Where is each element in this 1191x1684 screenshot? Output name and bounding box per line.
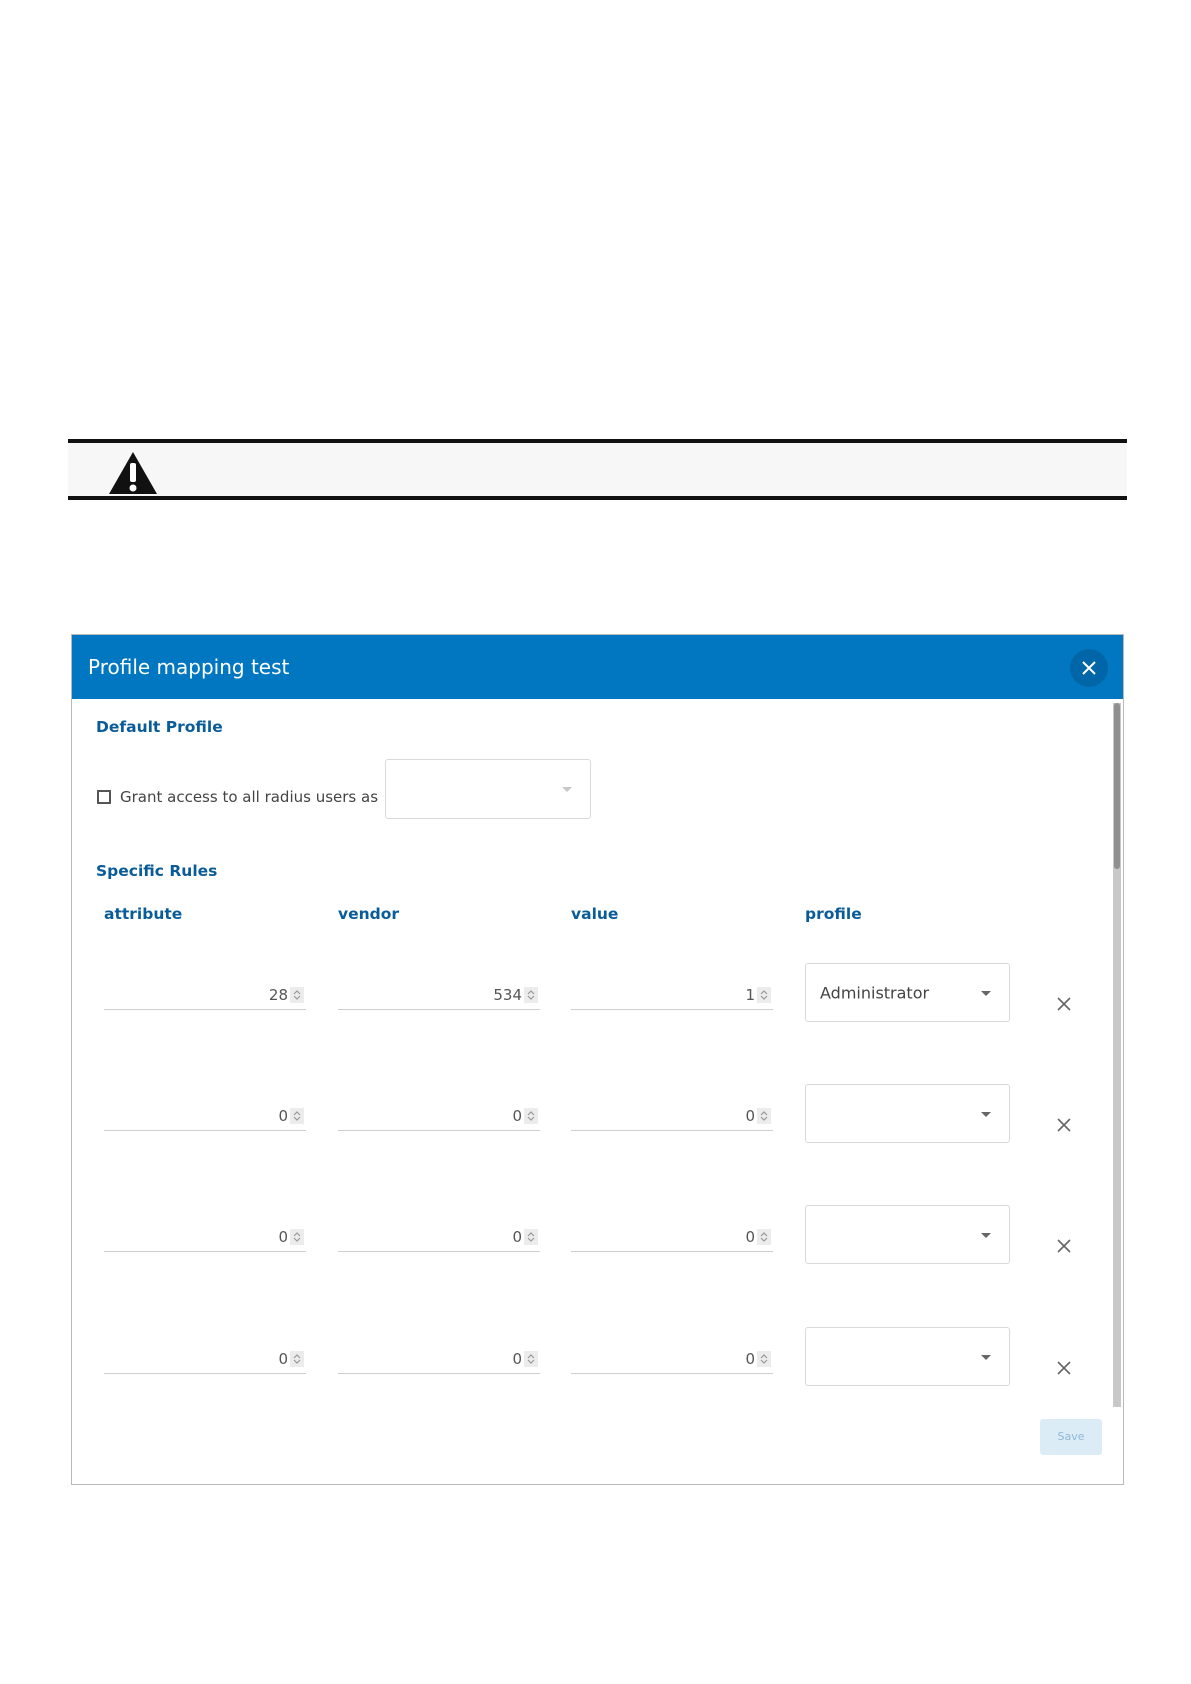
save-button[interactable]: Save (1040, 1419, 1102, 1455)
warning-bar (68, 439, 1127, 500)
chevron-down-icon (981, 991, 991, 996)
close-button[interactable] (1070, 649, 1108, 687)
remove-rule-button[interactable] (1052, 1356, 1076, 1380)
default-profile-title: Default Profile (96, 718, 223, 736)
attribute-input[interactable]: 28 (104, 981, 306, 1010)
spinner-icon[interactable] (757, 1108, 771, 1124)
scrollbar-thumb[interactable] (1114, 703, 1120, 869)
spinner-icon[interactable] (757, 1229, 771, 1245)
dialog-header (72, 635, 1123, 699)
remove-rule-button[interactable] (1052, 1113, 1076, 1137)
column-header-value: value (571, 905, 619, 923)
remove-rule-button[interactable] (1052, 1234, 1076, 1258)
remove-rule-button[interactable] (1052, 992, 1076, 1016)
attribute-input[interactable]: 0 (104, 1102, 306, 1131)
spinner-icon[interactable] (524, 1229, 538, 1245)
attribute-input[interactable]: 0 (104, 1345, 306, 1374)
scrollbar[interactable] (1113, 703, 1121, 1407)
remove-icon (1052, 1234, 1076, 1258)
spinner-icon[interactable] (524, 1351, 538, 1367)
chevron-down-icon (562, 787, 572, 792)
column-header-profile: profile (805, 905, 862, 923)
vendor-input[interactable]: 0 (338, 1345, 540, 1374)
chevron-down-icon (981, 1112, 991, 1117)
value-input[interactable]: 1 (571, 981, 773, 1010)
spinner-icon[interactable] (290, 1229, 304, 1245)
remove-icon (1052, 1113, 1076, 1137)
spinner-icon[interactable] (757, 987, 771, 1003)
chevron-down-icon (981, 1355, 991, 1360)
spinner-icon[interactable] (524, 987, 538, 1003)
spinner-icon[interactable] (757, 1351, 771, 1367)
column-header-attribute: attribute (104, 905, 183, 923)
vendor-input[interactable]: 534 (338, 981, 540, 1010)
specific-rules-title: Specific Rules (96, 862, 218, 880)
grant-access-checkbox[interactable] (97, 790, 111, 804)
value-input[interactable]: 0 (571, 1223, 773, 1252)
vendor-input[interactable]: 0 (338, 1223, 540, 1252)
vendor-input[interactable]: 0 (338, 1102, 540, 1131)
spinner-icon[interactable] (524, 1108, 538, 1124)
spinner-icon[interactable] (290, 987, 304, 1003)
dialog-title: Profile mapping test (88, 655, 290, 679)
spinner-icon[interactable] (290, 1351, 304, 1367)
remove-icon (1052, 1356, 1076, 1380)
close-icon (1081, 660, 1097, 676)
chevron-down-icon (981, 1233, 991, 1238)
value-input[interactable]: 0 (571, 1345, 773, 1374)
profile-mapping-dialog (71, 634, 1124, 1485)
profile-select[interactable] (805, 1205, 1010, 1264)
warning-icon (107, 450, 159, 496)
profile-select[interactable]: Administrator (805, 963, 1010, 1022)
attribute-input[interactable]: 0 (104, 1223, 306, 1252)
remove-icon (1052, 992, 1076, 1016)
profile-select[interactable] (805, 1084, 1010, 1143)
value-input[interactable]: 0 (571, 1102, 773, 1131)
spinner-icon[interactable] (290, 1108, 304, 1124)
default-profile-select[interactable] (385, 759, 591, 819)
grant-access-label: Grant access to all radius users as (120, 788, 379, 806)
column-header-vendor: vendor (338, 905, 400, 923)
profile-select[interactable] (805, 1327, 1010, 1386)
